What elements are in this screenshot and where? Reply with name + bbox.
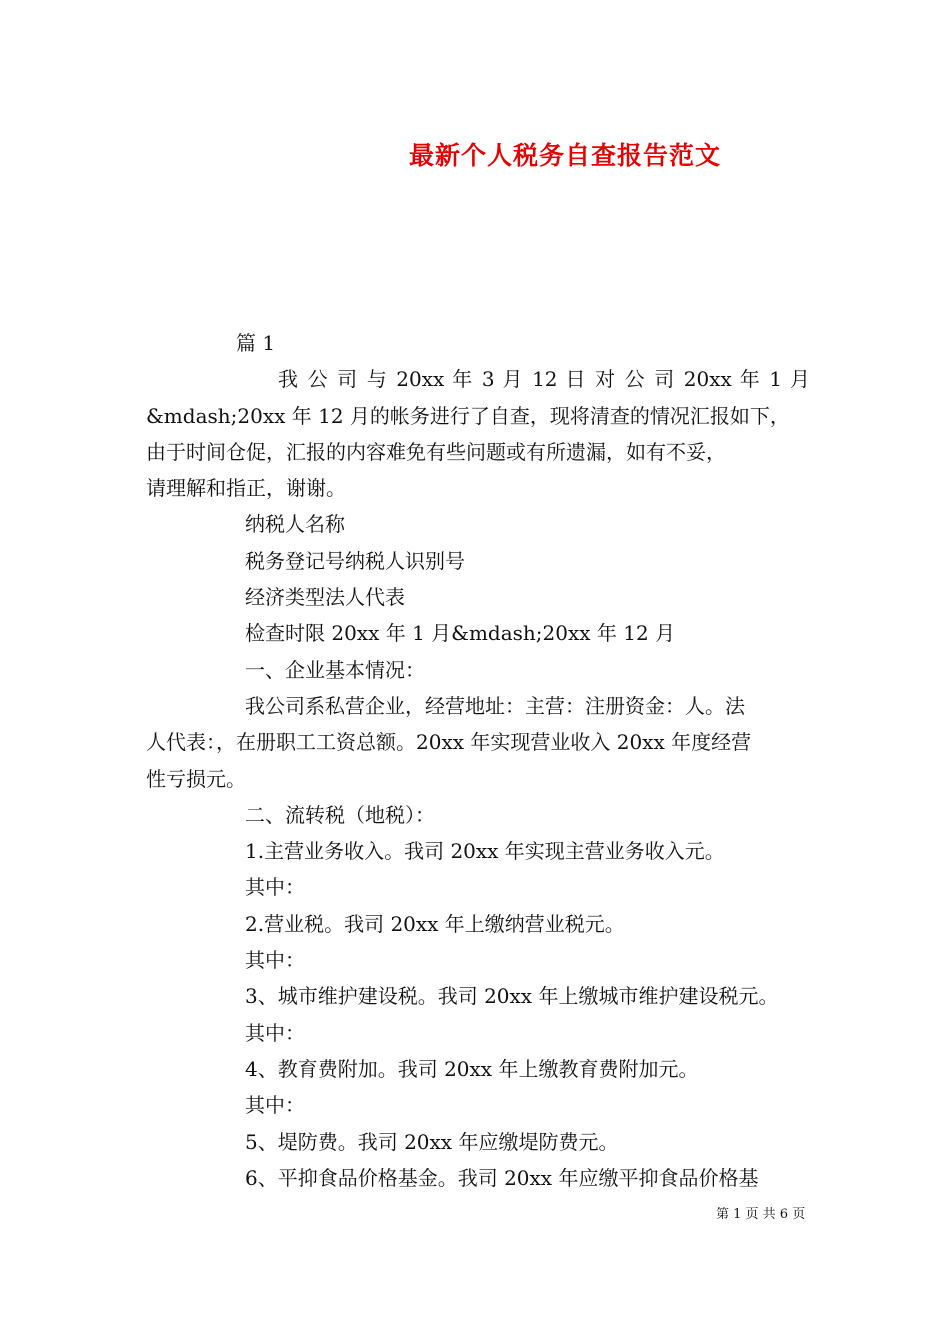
- list-item: 5、堤防费。我司 20xx 年应缴堤防费元。: [245, 1129, 619, 1154]
- list-item: 其中：: [245, 1093, 305, 1118]
- section2-heading: 二、流转税（地税）：: [245, 802, 435, 827]
- intro-line-2: &mdash;20xx 年 12 月的帐务进行了自查，现将清查的情况汇报如下，: [146, 403, 790, 428]
- list-item: 2.营业税。我司 20xx 年上缴纳营业税元。: [245, 911, 625, 936]
- intro-line-4: 请理解和指正，谢谢。: [146, 476, 346, 501]
- list-item: 3、城市维护建设税。我司 20xx 年上缴城市维护建设税元。: [245, 984, 779, 1009]
- list-item: 其中：: [245, 875, 305, 900]
- field-economic-type: 经济类型法人代表: [245, 585, 405, 610]
- section1-heading: 一、企业基本情况：: [245, 657, 425, 682]
- intro-line-1: 我 公 司 与 20xx 年 3 月 12 日 对 公 司 20xx 年 1 月: [278, 367, 810, 392]
- list-item: 6、平抑食品价格基金。我司 20xx 年应缴平抑食品价格基: [245, 1165, 759, 1190]
- list-item: 1.主营业务收入。我司 20xx 年实现主营业务收入元。: [245, 839, 725, 864]
- list-item: 其中：: [245, 948, 305, 973]
- section1-line-2: 人代表：，在册职工工资总额。20xx 年实现营业收入 20xx 年度经营: [146, 730, 752, 755]
- section1-line-3: 性亏损元。: [146, 766, 246, 791]
- intro-line-3: 由于时间仓促，汇报的内容难免有些问题或有所遗漏，如有不妥，: [146, 439, 726, 464]
- list-item: 4、教育费附加。我司 20xx 年上缴教育费附加元。: [245, 1056, 699, 1081]
- section1-line-1: 我公司系私营企业，经营地址：主营：注册资金：人。法: [245, 693, 745, 718]
- list-item: 其中：: [245, 1020, 305, 1045]
- document-title: 最新个人税务自查报告范文: [408, 141, 721, 170]
- field-taxpayer-name: 纳税人名称: [245, 512, 345, 537]
- document-body: [146, 325, 810, 1196]
- page-indicator: 第 1 页 共 6 页: [716, 1207, 806, 1222]
- field-inspection-period: 检查时限 20xx 年 1 月&mdash;20xx 年 12 月: [245, 621, 676, 646]
- section-label: 篇 1: [236, 331, 276, 355]
- field-tax-registration: 税务登记号纳税人识别号: [245, 548, 465, 573]
